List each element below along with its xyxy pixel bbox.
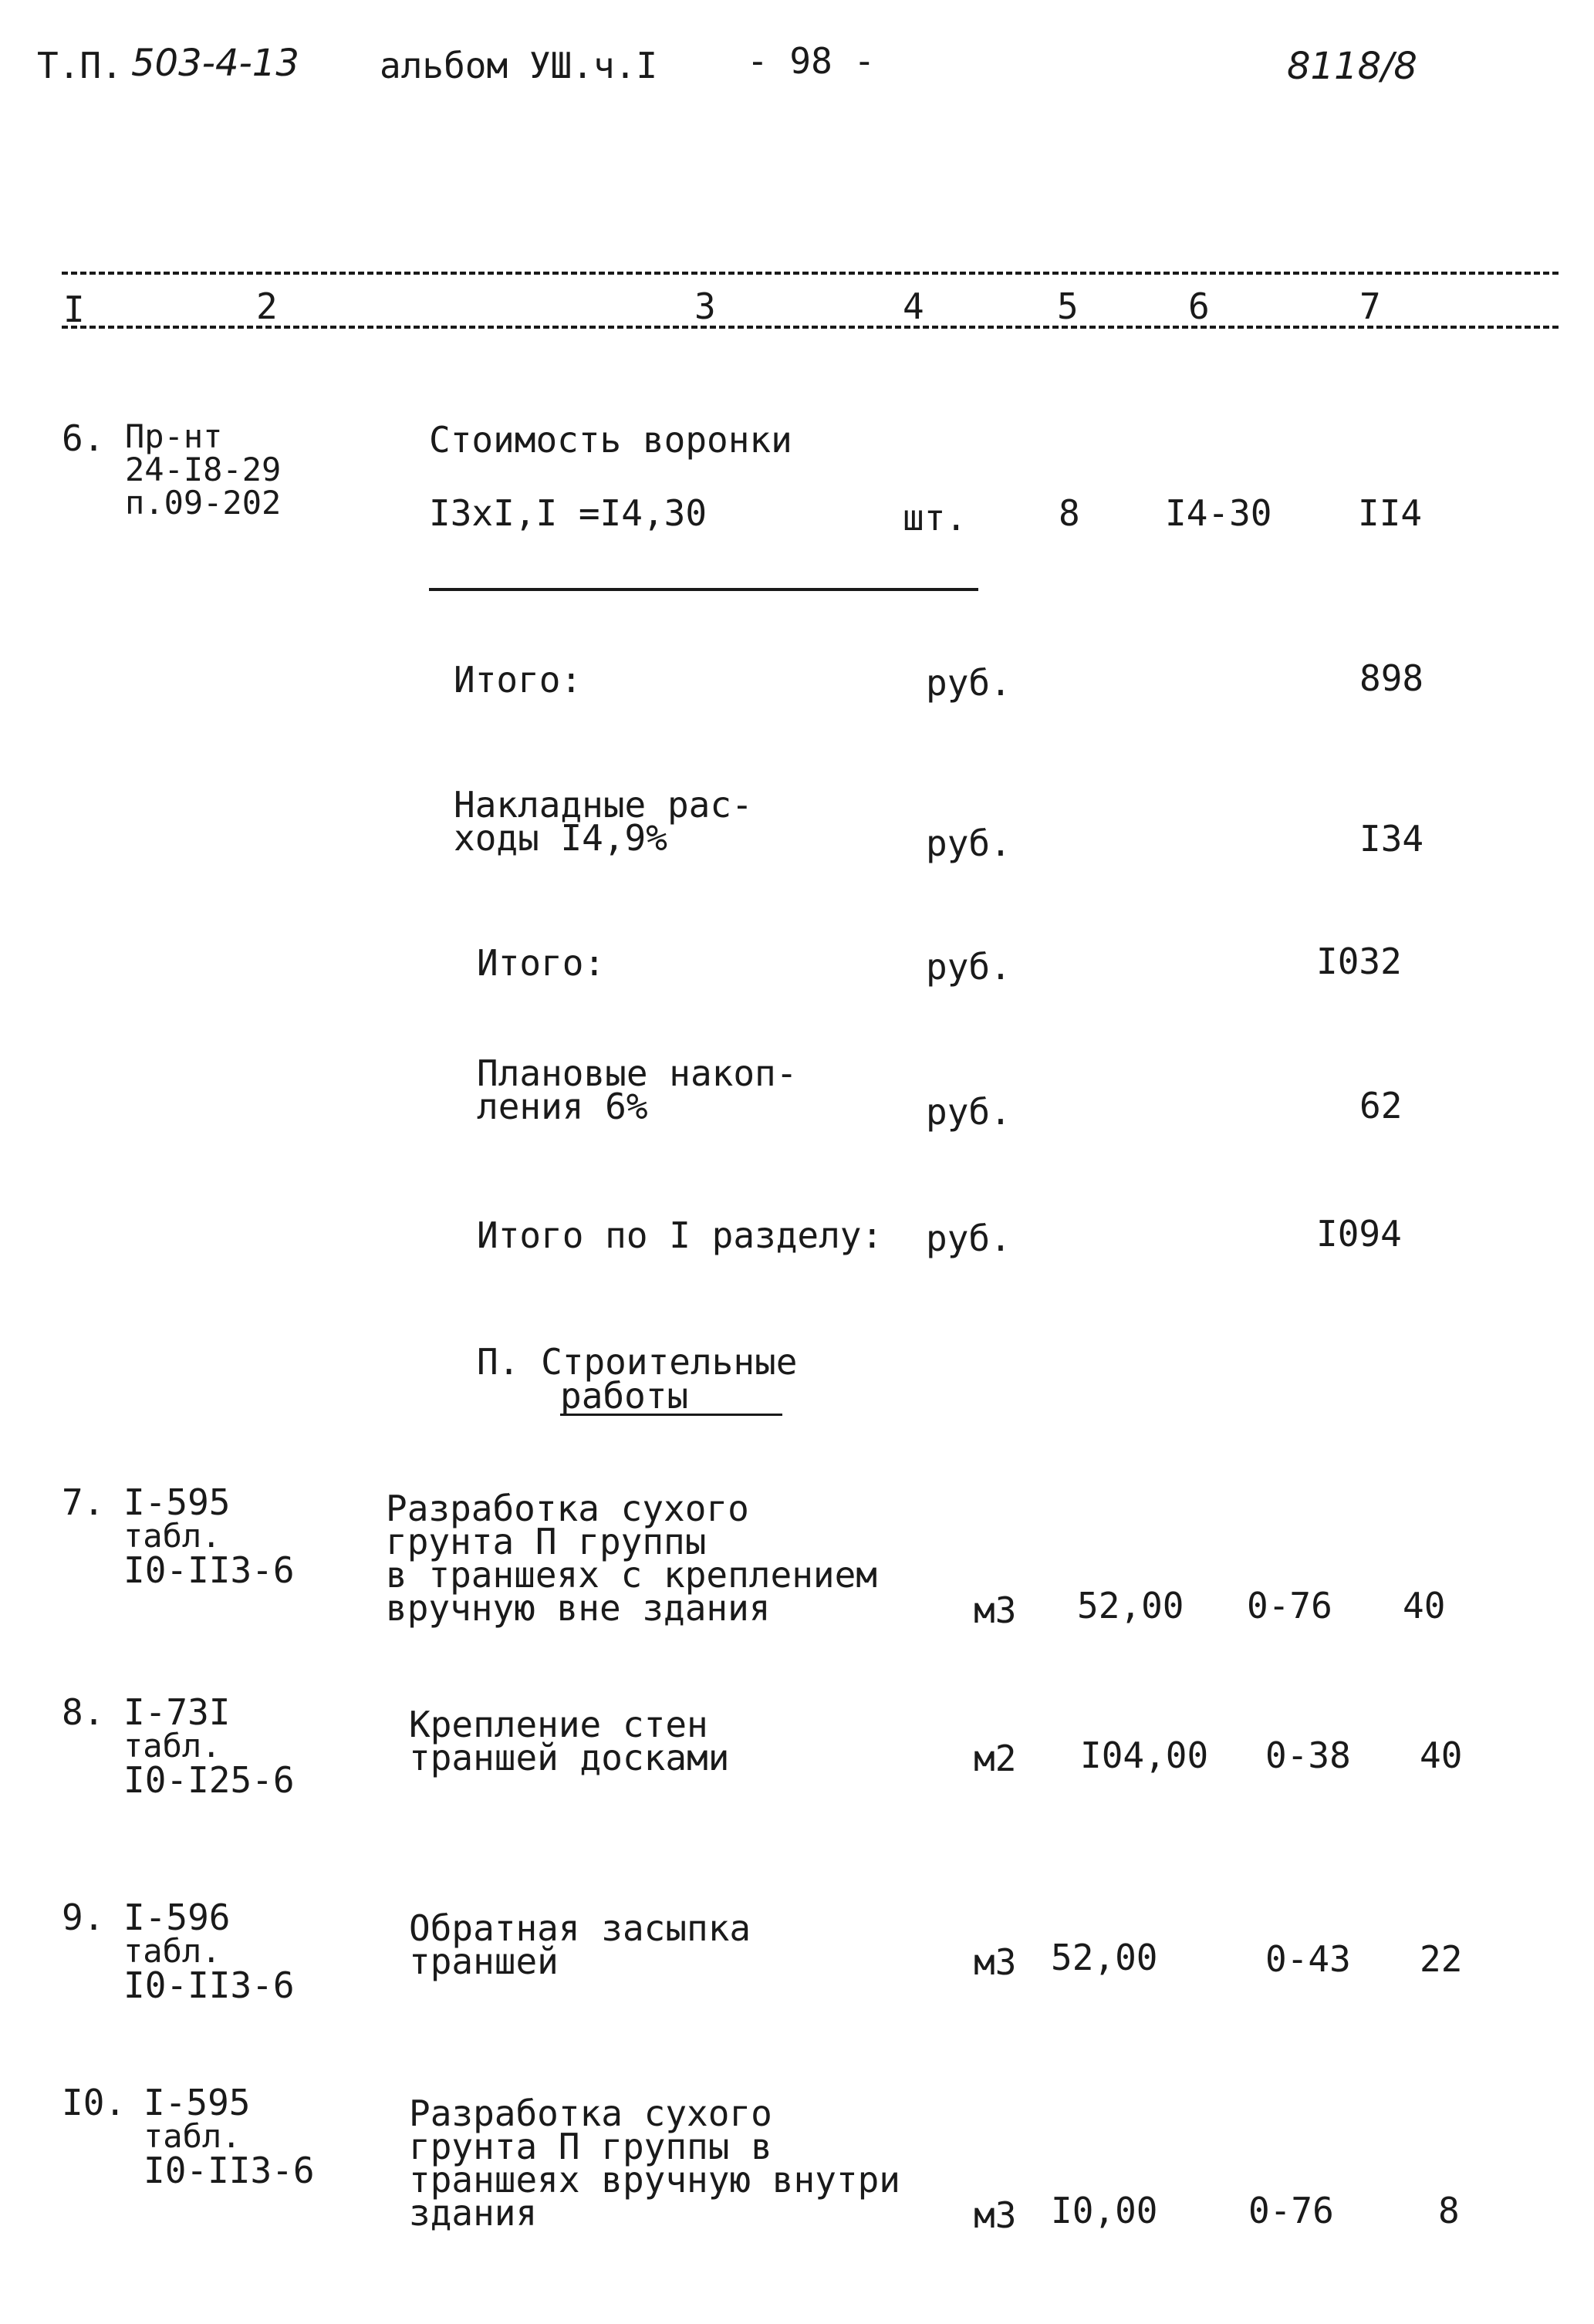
item-reference: табл. bbox=[144, 2117, 241, 2155]
item-total: 40 bbox=[1403, 1585, 1446, 1626]
item-number: 8. bbox=[62, 1691, 105, 1733]
item-total: 22 bbox=[1420, 1938, 1463, 1980]
column-number-7: 7 bbox=[1359, 285, 1381, 327]
subtotal-unit: руб. bbox=[926, 662, 1011, 704]
item-reference: 24-I8-29 bbox=[125, 451, 282, 488]
column-header-top-rule bbox=[62, 272, 1559, 275]
doc-prefix: Т.П. bbox=[37, 45, 123, 86]
item-calculation: I3xI,I =I4,30 bbox=[429, 492, 708, 534]
item-unit: м2 bbox=[974, 1738, 1017, 1779]
column-number-6: 6 bbox=[1188, 285, 1210, 327]
item-description: вручную вне здания bbox=[386, 1587, 771, 1629]
item-unit-price: 0-43 bbox=[1265, 1938, 1351, 1980]
subtotal-label: Итого: bbox=[454, 659, 583, 701]
item-reference: I0-II3-6 bbox=[123, 1964, 295, 2006]
item-quantity: I04,00 bbox=[1080, 1735, 1209, 1776]
item-reference: I0-II3-6 bbox=[144, 2150, 315, 2191]
item-unit: м3 bbox=[974, 2194, 1017, 2236]
subtotal-unit: руб. bbox=[926, 946, 1011, 988]
item-unit: шт. bbox=[903, 497, 968, 539]
item-description: Обратная засыпка bbox=[409, 1907, 751, 1949]
section-title-underline bbox=[560, 1414, 782, 1416]
document-number: 8118/8 bbox=[1287, 45, 1417, 88]
item-reference: табл. bbox=[123, 1727, 221, 1765]
item-description: грунта П группы в bbox=[409, 2126, 772, 2167]
column-number-2: 2 bbox=[256, 285, 278, 327]
planned-savings-label: Плановые накоп- bbox=[477, 1052, 798, 1094]
item-unit-price: 0-38 bbox=[1265, 1735, 1351, 1776]
item6-underline bbox=[429, 588, 978, 591]
item-quantity: 52,00 bbox=[1051, 1937, 1158, 1978]
item-unit-price: 0-76 bbox=[1248, 2190, 1334, 2231]
item-description: Разработка сухого bbox=[409, 2093, 772, 2134]
item-number: 9. bbox=[62, 1897, 105, 1938]
item-reference: I0-II3-6 bbox=[123, 1549, 295, 1591]
item-reference: I-73I bbox=[123, 1691, 231, 1733]
section-title: работы bbox=[560, 1375, 689, 1417]
section-total-value: I094 bbox=[1316, 1213, 1402, 1255]
subtotal-label: Итого: bbox=[477, 942, 606, 984]
section-total-unit: руб. bbox=[926, 1218, 1011, 1259]
item-number: 6. bbox=[62, 417, 105, 459]
item-number: I0. bbox=[62, 2082, 127, 2123]
album-label: альбом УШ.ч.I bbox=[380, 45, 658, 86]
item-quantity: I0,00 bbox=[1051, 2190, 1158, 2231]
planned-savings-unit: руб. bbox=[926, 1091, 1011, 1133]
item-total: II4 bbox=[1358, 492, 1423, 534]
item-reference: Пр-нт bbox=[125, 417, 223, 455]
item-unit-price: I4-30 bbox=[1165, 492, 1272, 534]
column-number-1: I bbox=[63, 289, 85, 330]
item-reference: табл. bbox=[123, 1932, 221, 1970]
subtotal-value: I032 bbox=[1316, 941, 1402, 982]
item-total: 40 bbox=[1420, 1735, 1463, 1776]
item-reference: I-595 bbox=[144, 2082, 251, 2123]
item-description: в траншеях с креплением bbox=[386, 1554, 877, 1596]
item-reference: табл. bbox=[123, 1517, 221, 1555]
planned-savings-label: ления 6% bbox=[477, 1086, 648, 1127]
column-number-5: 5 bbox=[1057, 285, 1079, 327]
section-total-label: Итого по I разделу: bbox=[477, 1214, 883, 1256]
planned-savings-value: 62 bbox=[1359, 1085, 1403, 1127]
item-description: траншеях вручную внутри bbox=[409, 2159, 900, 2201]
overhead-value: I34 bbox=[1359, 818, 1424, 860]
item-reference: I-596 bbox=[123, 1897, 231, 1938]
item-total: 8 bbox=[1438, 2190, 1460, 2231]
item-description: траншей bbox=[409, 1941, 559, 1982]
column-header-bottom-rule bbox=[62, 326, 1559, 329]
item-reference: I-595 bbox=[123, 1481, 231, 1523]
column-number-4: 4 bbox=[903, 285, 924, 327]
item-description: Разработка сухого bbox=[386, 1488, 749, 1529]
item-description: здания bbox=[409, 2192, 538, 2234]
project-number: 503-4-13 bbox=[131, 42, 299, 85]
item-reference: I0-I25-6 bbox=[123, 1759, 295, 1801]
column-number-3: 3 bbox=[694, 285, 716, 327]
item-description: Крепление стен bbox=[409, 1704, 708, 1745]
item-unit: м3 bbox=[974, 1941, 1017, 1983]
item-number: 7. bbox=[62, 1481, 105, 1523]
overhead-unit: руб. bbox=[926, 823, 1011, 864]
item-description: Стоимость воронки bbox=[429, 419, 792, 461]
item-unit: м3 bbox=[974, 1589, 1017, 1631]
section-title: П. Строительные bbox=[477, 1341, 798, 1383]
subtotal-value: 898 bbox=[1359, 657, 1424, 699]
item-reference: п.09-202 bbox=[125, 484, 282, 522]
item-description: траншей досками bbox=[409, 1737, 730, 1778]
item-unit-price: 0-76 bbox=[1247, 1585, 1332, 1626]
item-quantity: 52,00 bbox=[1077, 1585, 1184, 1626]
item-description: грунта П группы bbox=[386, 1521, 707, 1562]
overhead-label: Накладные рас- bbox=[454, 784, 753, 826]
item-quantity: 8 bbox=[1059, 492, 1080, 534]
page-number: - 98 - bbox=[747, 40, 876, 82]
overhead-label: ходы I4,9% bbox=[454, 817, 667, 859]
